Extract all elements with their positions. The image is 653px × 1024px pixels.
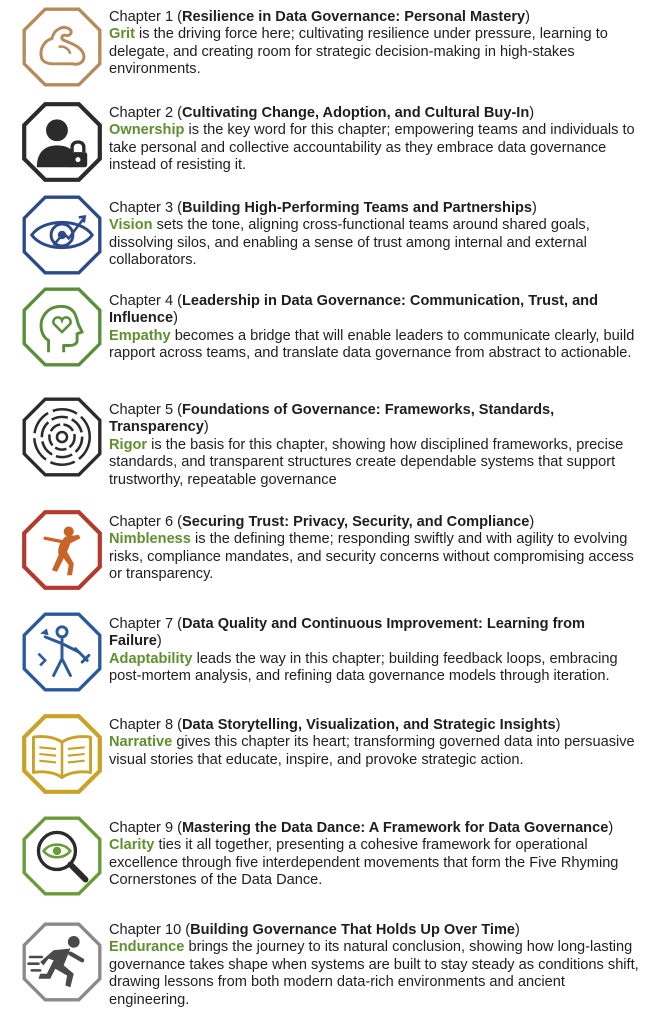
- chapter-description: gives this chapter its heart; transforming governed data into persuasive visual stories that educate, inspire, and provoke strategic action.: [109, 734, 635, 768]
- chapter-title: Cultivating Change, Adoption, and Cultural Buy-In: [182, 105, 530, 121]
- chapter-title: Building Governance That Holds Up Over Time: [190, 922, 516, 938]
- chapter-keyword: Ownership: [109, 122, 185, 139]
- chapter-description: is the key word for this chapter; empowering teams and individuals to take personal and collective accountability as they embrace data governance instead of resisting it.: [109, 122, 635, 174]
- chapter-number: Chapter 8: [109, 717, 174, 733]
- chapter-title: Securing Trust: Privacy, Security, and Compliance: [182, 514, 530, 530]
- flexed-arm-icon: [20, 5, 104, 89]
- chapter-number: Chapter 2: [109, 105, 174, 121]
- chapter-description: is the defining theme; responding swiftly and with agility to evolving risks, compliance mandates, and security concerns without compromising access or transparency.: [109, 531, 634, 583]
- chapter-title-line: Chapter 4 (Leadership in Data Governance: Communication, Trust, and Influence): [109, 293, 599, 327]
- chapter-description: is the basis for this chapter, showing how disciplined frameworks, precise standards, and transparent structures create dependable systems that support trustworthy, repeatable governance: [109, 436, 624, 488]
- chapter-title-line: Chapter 9 (Mastering the Data Dance: A Framework for Data Governance): [109, 820, 614, 836]
- chapter-number: Chapter 9: [109, 820, 174, 836]
- chapter-title-line: Chapter 10 (Building Governance That Holds Up Over Time): [109, 922, 520, 938]
- chapter-keyword: Grit: [109, 26, 135, 43]
- chapter-number: Chapter 3: [109, 200, 174, 216]
- eye-magnifier-icon: [20, 814, 104, 898]
- chapter-description: ties it all together, presenting a cohesive framework for operational excellence through five interdependent movements that form the Five Rhyming Cornerstones of the Data Dance.: [109, 837, 619, 889]
- chapter-title: Mastering the Data Dance: A Framework for Data Governance: [182, 820, 609, 836]
- chapter-title-line: Chapter 2 (Cultivating Change, Adoption, and Cultural Buy-In): [109, 105, 535, 121]
- chapter-title: Data Quality and Continuous Improvement: Learning from Failure: [109, 616, 585, 650]
- chapter-description: is the driving force here; cultivating resilience under pressure, learning to delegate, and creating room for strategic decision-making in high-stakes environments.: [109, 26, 608, 78]
- chapter-title: Foundations of Governance: Frameworks, Standards, Transparency: [109, 402, 555, 436]
- chapter-number: Chapter 6: [109, 514, 174, 530]
- chapter-number: Chapter 4: [109, 293, 174, 309]
- chapter-title-line: Chapter 3 (Building High-Performing Teams and Partnerships): [109, 200, 537, 216]
- chapter-keyword: Clarity: [109, 837, 155, 854]
- chapter-keyword: Empathy: [109, 327, 171, 344]
- chapter-description: brings the journey to its natural conclusion, showing how long-lasting governance takes shape when systems are built to stay steady as conditions shift, drawing lessons from both modern data-rich environments and ancient engineering.: [109, 939, 639, 1008]
- person-lock-icon: [20, 100, 104, 184]
- chapter-keyword: Rigor: [109, 436, 148, 453]
- chapter-number: Chapter 7: [109, 616, 174, 632]
- open-book-icon: [20, 712, 104, 796]
- chapter-description: leads the way in this chapter; building feedback loops, embracing post-mortem analysis, and refining data governance models through iteration.: [109, 650, 618, 685]
- chapter-keyword: Vision: [109, 217, 153, 234]
- chapter-title-line: Chapter 8 (Data Storytelling, Visualization, and Strategic Insights): [109, 717, 561, 733]
- chapter-keyword: Narrative: [109, 734, 173, 751]
- chapter-keyword: Endurance: [109, 939, 185, 956]
- chapter-number: Chapter 5: [109, 402, 174, 418]
- chapter-description: becomes a bridge that will enable leaders to communicate clearly, build rapport across teams, and translate data governance from abstract to actionable.: [109, 327, 635, 362]
- chapter-description: sets the tone, aligning cross-functional teams around shared goals, dissolving silos, and enabling a sense of trust among internal and external collaborators.: [109, 217, 590, 269]
- chapter-title-line: Chapter 6 (Securing Trust: Privacy, Security, and Compliance): [109, 514, 535, 530]
- concentric-target-icon: [20, 395, 104, 479]
- chapter-title-line: Chapter 7 (Data Quality and Continuous Improvement: Learning from Failure): [109, 616, 585, 650]
- chapter-title: Resilience in Data Governance: Personal Mastery: [182, 9, 526, 25]
- chapter-keyword: Adaptability: [109, 650, 193, 667]
- head-heart-icon: [20, 285, 104, 369]
- chapter-keyword: Nimbleness: [109, 531, 191, 548]
- chapter-title-line: Chapter 1 (Resilience in Data Governance: Personal Mastery): [109, 9, 530, 25]
- figure-tools-icon: [20, 610, 104, 694]
- chapter-title-line: Chapter 5 (Foundations of Governance: Frameworks, Standards, Transparency): [109, 402, 555, 436]
- chapter-number: Chapter 1: [109, 9, 174, 25]
- gymnast-icon: [20, 508, 104, 592]
- chapter-title: Data Storytelling, Visualization, and Strategic Insights: [182, 717, 556, 733]
- eye-chart-icon: [20, 193, 104, 277]
- chapter-title: Leadership in Data Governance: Communication, Trust, and Influence: [109, 293, 599, 327]
- chapter-number: Chapter 10: [109, 922, 182, 938]
- runner-icon: [20, 920, 104, 1004]
- chapter-title: Building High-Performing Teams and Partnerships: [182, 200, 533, 216]
